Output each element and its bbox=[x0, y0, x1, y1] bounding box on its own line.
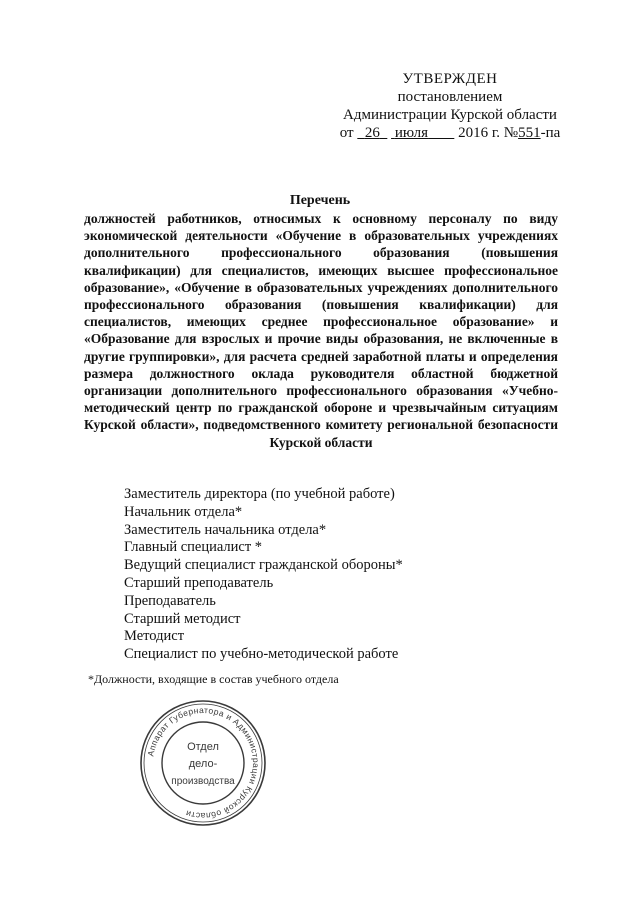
positions-list bbox=[124, 486, 403, 664]
date-year: 2016 г. bbox=[458, 125, 501, 141]
stamp-center-line-2: дело- bbox=[188, 758, 218, 770]
date-prefix: от bbox=[339, 125, 354, 141]
stamp-center-line-3: производства bbox=[171, 776, 235, 787]
date-day-field bbox=[357, 125, 387, 141]
stamp-ring-text: Аппарат Губернатора и Администрации Курской области bbox=[145, 704, 262, 822]
list-item: Старший методист bbox=[124, 610, 241, 627]
list-item: Преподаватель bbox=[124, 592, 216, 609]
approval-line-1: постановлением bbox=[397, 89, 503, 105]
date-month: июля bbox=[394, 125, 429, 141]
number-prefix: № bbox=[503, 125, 519, 141]
document-number: 551 bbox=[518, 125, 541, 141]
list-item: Ведущий специалист гражданской обороны* bbox=[124, 557, 403, 574]
list-item: Заместитель директора (по учебной работе) bbox=[124, 486, 395, 502]
footnote: *Должности, входящие в состав учебного отдела bbox=[88, 672, 339, 686]
number-suffix: -па bbox=[540, 125, 561, 141]
office-stamp bbox=[138, 698, 268, 828]
list-item: Начальник отдела* bbox=[124, 503, 243, 520]
list-item: Заместитель начальника отдела* bbox=[124, 521, 327, 538]
list-title-description: должностей работников, относимых к основному персоналу по виду экономической деятельности «Обучение в образовательных учреждениях дополнительного профессионального образования (повышения квалификации) для специалистов, имеющих высшее профессиональное образование», «Обучение в образовательных учреждениях дополнительного профессионального образования (повышения квалификации) для специалистов, имеющих среднее профессиональное образование» и «Образование для взрослых и прочие виды образования, не включенные в другие группировки», для расчета средней заработной платы и определения размера должностного оклада руководителя областной бюджетной организации дополнительного профессионального образования «Учебно-методический центр по гражданской обороне и чрезвычайным ситуациям Курской области», подведомственного комитету региональной безопасности Курской области bbox=[84, 211, 558, 450]
approval-heading: УТВЕРЖДЕН bbox=[402, 71, 498, 87]
approval-block bbox=[330, 70, 570, 142]
approval-line-2: Администрации Курской области bbox=[343, 107, 557, 123]
approval-date-line bbox=[330, 124, 570, 142]
stamp-center-line-1: Отдел bbox=[187, 741, 219, 753]
list-item: Главный специалист * bbox=[124, 539, 263, 556]
list-item: Старший преподаватель bbox=[124, 574, 274, 591]
list-item: Методист bbox=[124, 628, 185, 645]
stamp-seal-icon bbox=[138, 698, 268, 828]
list-item: Специалист по учебно-методической работе bbox=[124, 646, 399, 663]
date-month-field bbox=[391, 125, 454, 141]
list-title: Перечень bbox=[289, 193, 351, 208]
date-day: 26 bbox=[364, 125, 380, 141]
